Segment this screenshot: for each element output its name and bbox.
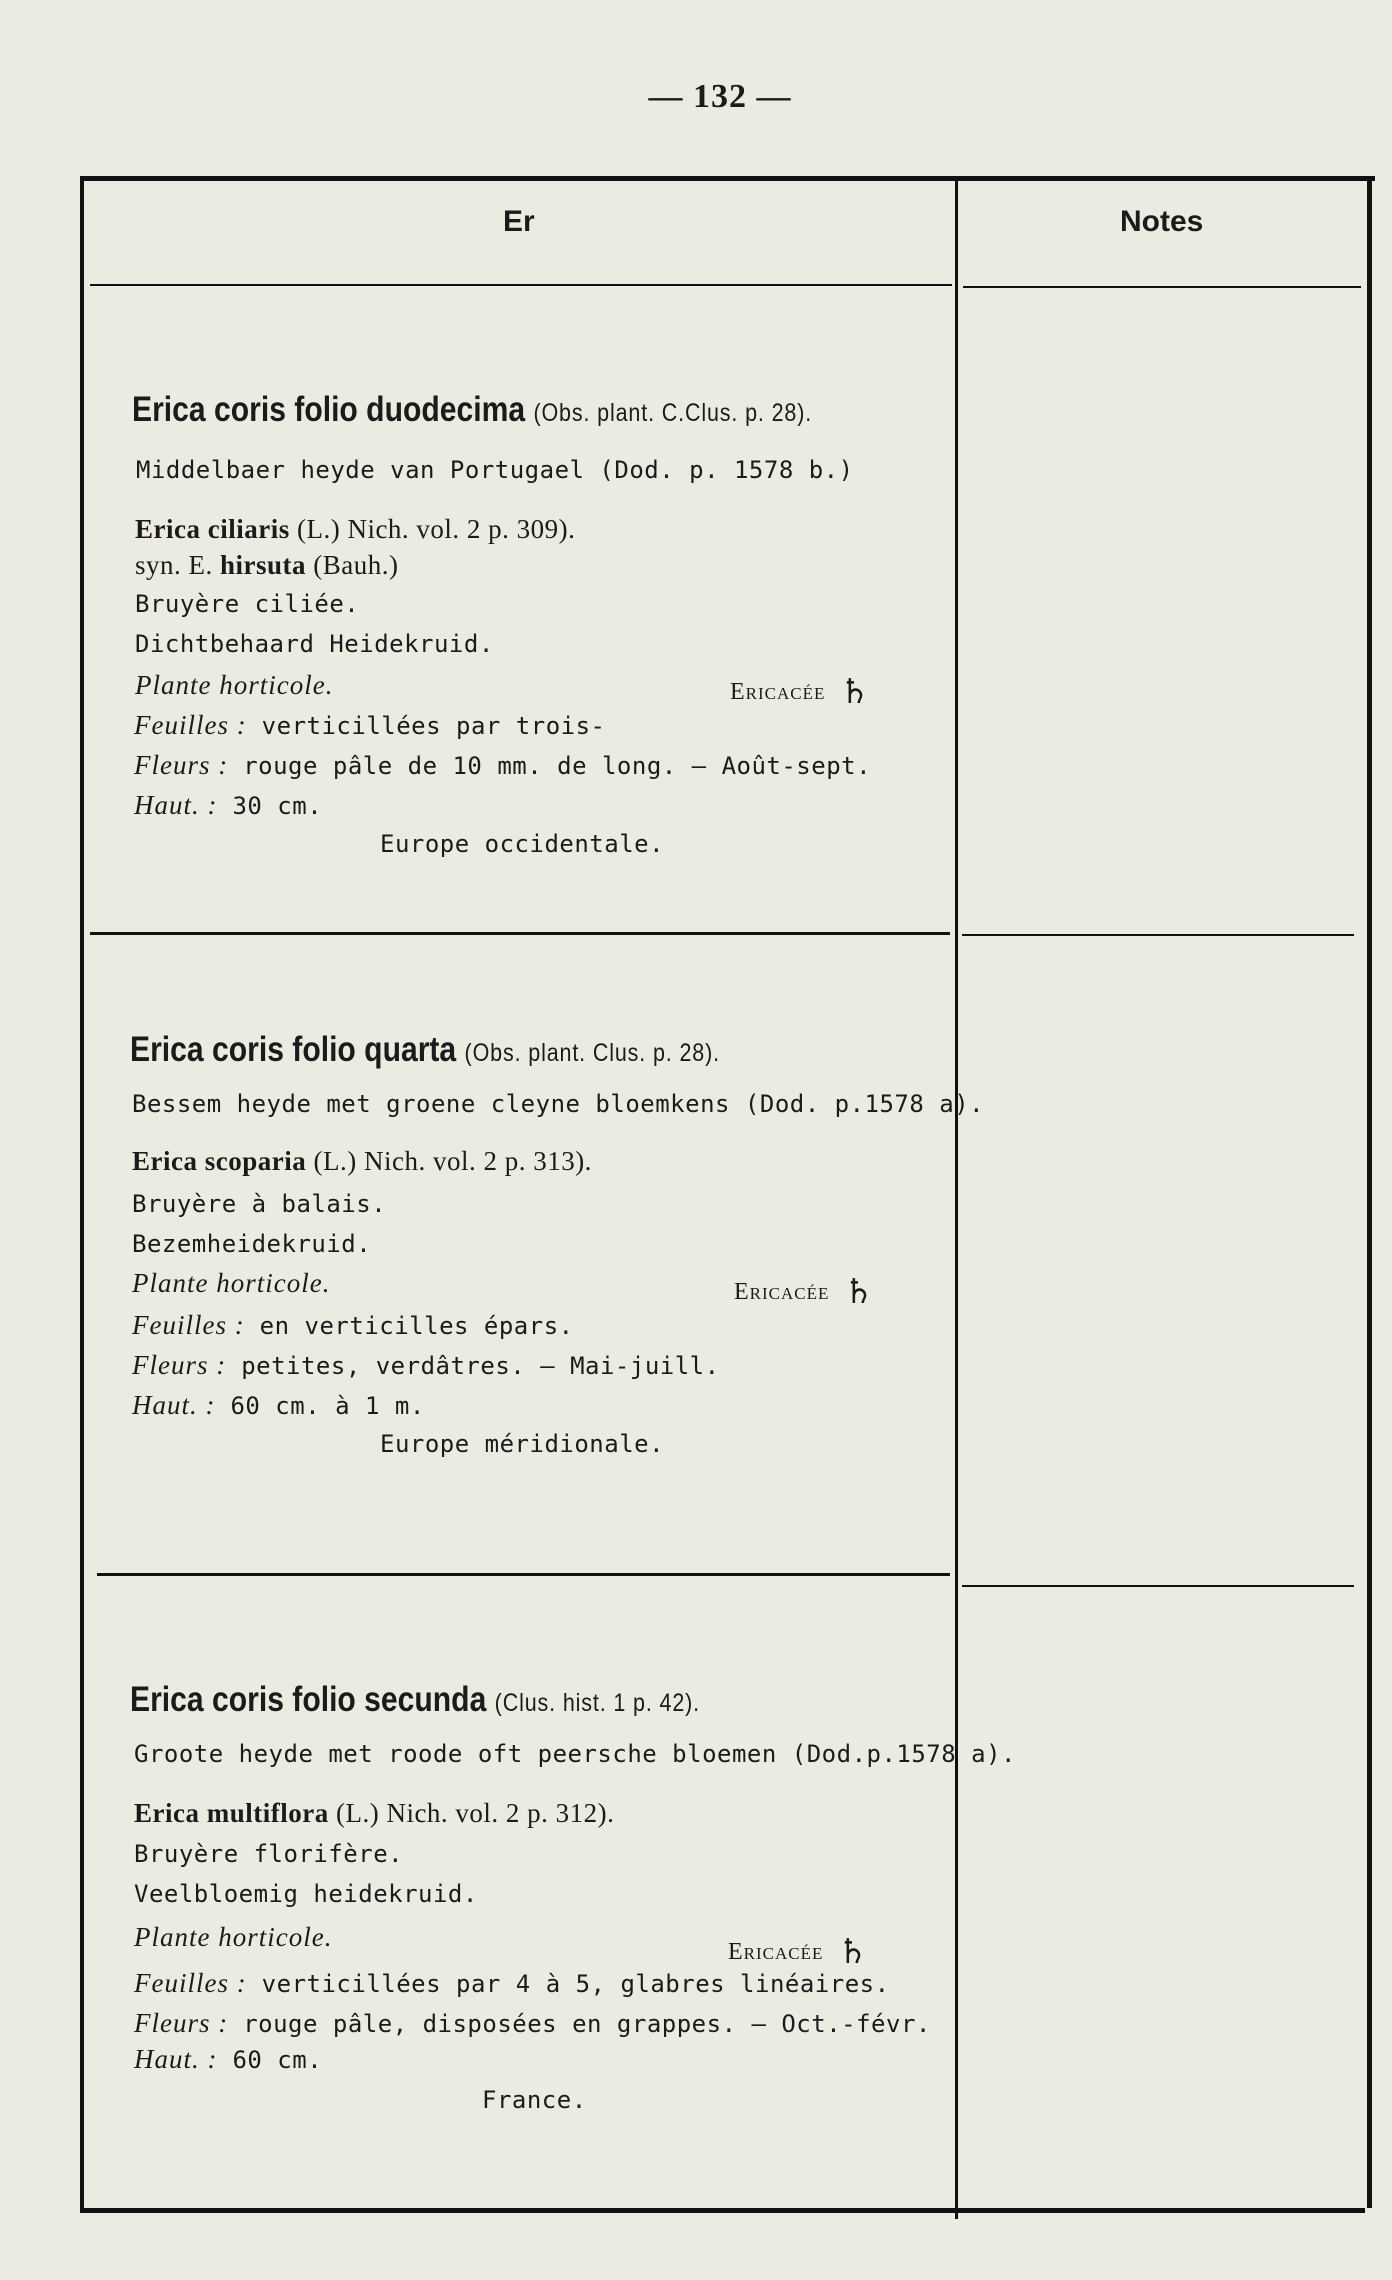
latin-reference: (L.) Nich. vol. 2 p. 313). [313, 1146, 592, 1176]
flowers-line: Fleurs : rouge pâle de 10 mm. de long. — Août-sept. [134, 750, 872, 780]
plant-label: Plante horticole. [132, 1268, 331, 1298]
height-line: Haut. : 60 cm. à 1 m. [132, 1390, 425, 1420]
plant-label: Plante horticole. [135, 670, 334, 700]
latin-reference: (L.) Nich. vol. 2 p. 312). [335, 1798, 615, 1828]
latin-name: Erica ciliaris [135, 514, 290, 544]
column-header-er: Er [503, 205, 535, 238]
header-divider-right [963, 286, 1361, 288]
table-right-border [1367, 176, 1372, 2208]
entry-title: Erica coris folio quarta (Obs. plant. Clus. p. 28). [130, 1030, 720, 1069]
family-label: Ericacée ♄ [730, 672, 871, 712]
latin-name-line [135, 514, 575, 545]
column-divider [955, 181, 958, 2219]
french-name: Bruyère à balais. [132, 1190, 387, 1218]
family-label: Ericacée ♄ [734, 1272, 875, 1312]
leaves-line: Feuilles : en verticilles épars. [132, 1310, 574, 1340]
header-divider-left [90, 284, 952, 286]
synonym-line: syn. E. hirsuta (Bauh.) [135, 550, 399, 580]
height-line: Haut. : 30 cm. [134, 790, 323, 820]
dutch-old-name: Bessem heyde met groene cleyne bloemkens (Dod. p.1578 a). [132, 1090, 985, 1118]
latin-name: Erica scoparia [132, 1146, 307, 1176]
plant-label: Plante horticole. [134, 1922, 333, 1952]
dutch-name: Bezemheidekruid. [132, 1230, 372, 1258]
column-header-notes: Notes [1120, 205, 1204, 238]
synonym-name: hirsuta [220, 550, 307, 580]
table-bottom-border [80, 2208, 1365, 2213]
row-divider-1-left [90, 932, 950, 935]
latin-name: Erica multiflora [134, 1798, 329, 1828]
flowers-line: Fleurs : petites, verdâtres. — Mai-juill. [132, 1350, 720, 1380]
dutch-old-name: Middelbaer heyde van Portugael (Dod. p. 1578 b.) [136, 456, 854, 484]
table-top-border [80, 176, 1375, 181]
page-number: — 132 — [648, 78, 792, 115]
latin-name-line [132, 1146, 592, 1177]
shrub-symbol-icon: ♄ [843, 1272, 875, 1312]
flowers-line: Fleurs : rouge pâle, disposées en grappes. — Oct.-févr. [134, 2008, 931, 2038]
entry-reference: (Clus. hist. 1 p. 42). [494, 1689, 701, 1717]
region: Europe occidentale. [380, 830, 665, 858]
row-divider-1-right [962, 934, 1354, 936]
family-label: Ericacée ♄ [728, 1932, 869, 1972]
height-line: Haut. : 60 cm. [134, 2044, 323, 2074]
dutch-name: Veelbloemig heidekruid. [134, 1880, 478, 1908]
entry-title: Erica coris folio duodecima (Obs. plant. C.Clus. p. 28). [132, 390, 813, 429]
entry-reference: (Obs. plant. C.Clus. p. 28). [533, 399, 813, 427]
french-name: Bruyère florifère. [134, 1840, 404, 1868]
dutch-name: Dichtbehaard Heidekruid. [135, 630, 494, 658]
french-name: Bruyère ciliée. [135, 590, 360, 618]
latin-name-line [134, 1798, 614, 1829]
region: France. [482, 2086, 587, 2114]
row-divider-2-right [962, 1585, 1354, 1587]
leaves-line: Feuilles : verticillées par 4 à 5, glabres linéaires. [134, 1968, 890, 1998]
entry-reference: (Obs. plant. Clus. p. 28). [464, 1039, 720, 1067]
table-left-border [80, 176, 84, 2212]
region: Europe méridionale. [380, 1430, 665, 1458]
shrub-symbol-icon: ♄ [837, 1932, 869, 1972]
shrub-symbol-icon: ♄ [839, 672, 871, 712]
dutch-old-name: Groote heyde met roode oft peersche bloemen (Dod.p.1578 a). [134, 1740, 1017, 1768]
entry-title: Erica coris folio secunda (Clus. hist. 1 p. 42). [130, 1680, 701, 1719]
latin-reference: (L.) Nich. vol. 2 p. 309). [296, 514, 576, 544]
leaves-line: Feuilles : verticillées par trois- [134, 710, 606, 740]
row-divider-2-left [97, 1573, 950, 1576]
